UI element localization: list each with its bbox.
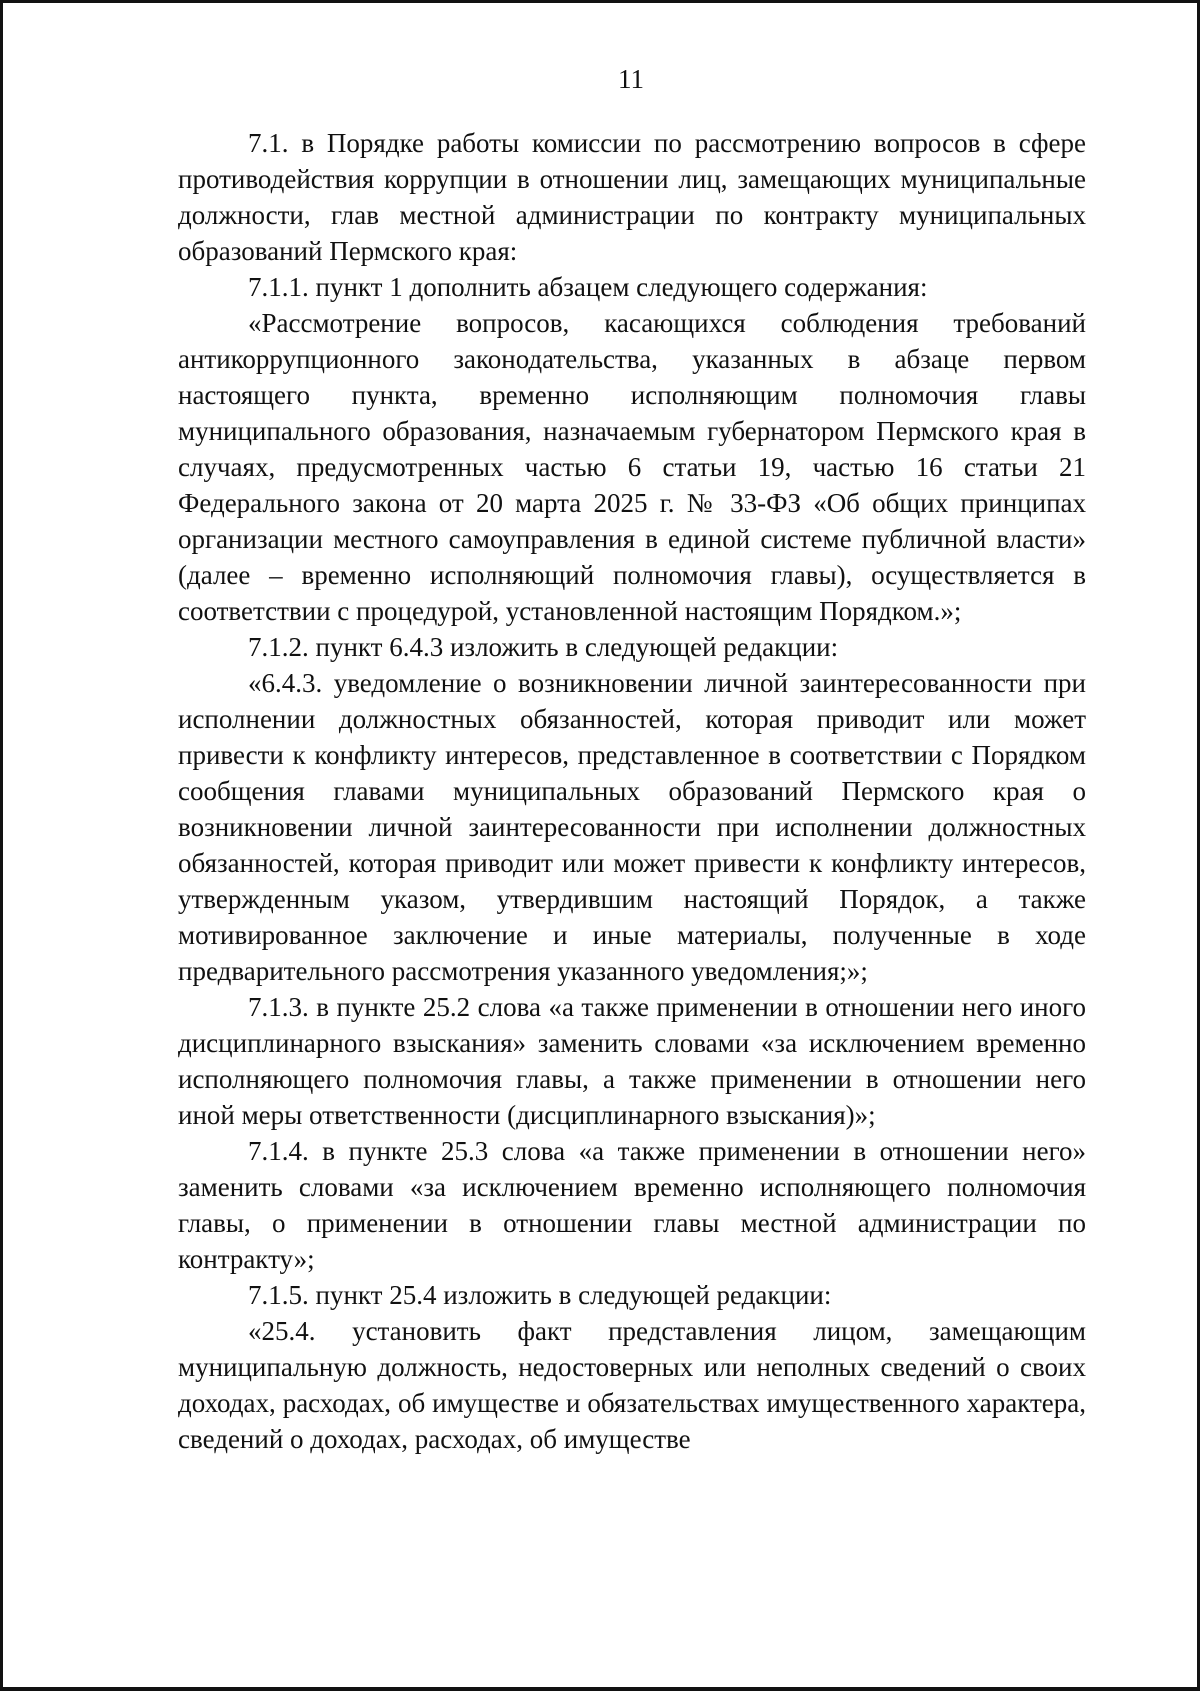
paragraph-7-1: 7.1. в Порядке работы комиссии по рассмотрению вопросов в сфере противодействия коррупции в отношении лиц, замещающих муниципальные должности, глав местной администрации по контракту муниципальных образований Пермского края:	[178, 128, 1086, 266]
paragraph-7-1-4: 7.1.4. в пункте 25.3 слова «а также применении в отношении него» заменить словами «за исключением временно исполняющего полномочия главы, о применении в отношении главы местной администрации по контракту»;	[178, 1136, 1086, 1274]
paragraph-7-1-3: 7.1.3. в пункте 25.2 слова «а также применении в отношении него иного дисциплинарного взыскания» заменить словами «за исключением временно исполняющего полномочия главы, а также применении в отношении него иной меры ответственности (дисциплинарного взыскания)»;	[178, 992, 1086, 1130]
paragraph-25-4-quote: «25.4. установить факт представления лицом, замещающим муниципальную должность, недостоверных или неполных сведений о своих доходах, расходах, об имуществе и обязательствах имущественного характера, сведений о доходах, расходах, об имуществе	[178, 1316, 1086, 1454]
paragraph-7-1-5: 7.1.5. пункт 25.4 изложить в следующей редакции:	[248, 1280, 832, 1310]
scan-border-bottom	[0, 1687, 1200, 1691]
scan-border-top	[0, 0, 1200, 3]
scan-border-left	[0, 0, 3, 1691]
paragraph-7-1-1-quote: «Рассмотрение вопросов, касающихся соблюдения требований антикоррупционного законодательства, указанных в абзаце первом настоящего пункта, временно исполняющим полномочия главы муниципального образования, назначаемым губернатором Пермского края в случаях, предусмотренных частью 6 статьи 19, частью 16 статьи 21 Федерального закона от 20 марта 2025 г. № 33-ФЗ «Об общих принципах организации местного самоуправления в единой системе публичной власти» (далее – временно исполняющий полномочия главы), осуществляется в соответствии с процедурой, установленной настоящим Порядком.»;	[178, 308, 1086, 626]
paragraph-6-4-3-quote: «6.4.3. уведомление о возникновении личной заинтересованности при исполнении должностных обязанностей, которая приводит или может привести к конфликту интересов, представленное в соответствии с Порядком сообщения главами муниципальных образований Пермского края о возникновении личной заинтересованности при исполнении должностных обязанностей, которая приводит или может привести к конфликту интересов, утвержденным указом, утвердившим настоящий Порядок, а также мотивированное заключение и иные материалы, полученные в ходе предварительного рассмотрения указанного уведомления;»;	[178, 668, 1086, 986]
page-number: 11	[618, 64, 644, 94]
paragraph-7-1-2: 7.1.2. пункт 6.4.3 изложить в следующей редакции:	[248, 632, 839, 662]
document-body	[178, 125, 1086, 1457]
paragraph-7-1-1: 7.1.1. пункт 1 дополнить абзацем следующего содержания:	[248, 272, 928, 302]
